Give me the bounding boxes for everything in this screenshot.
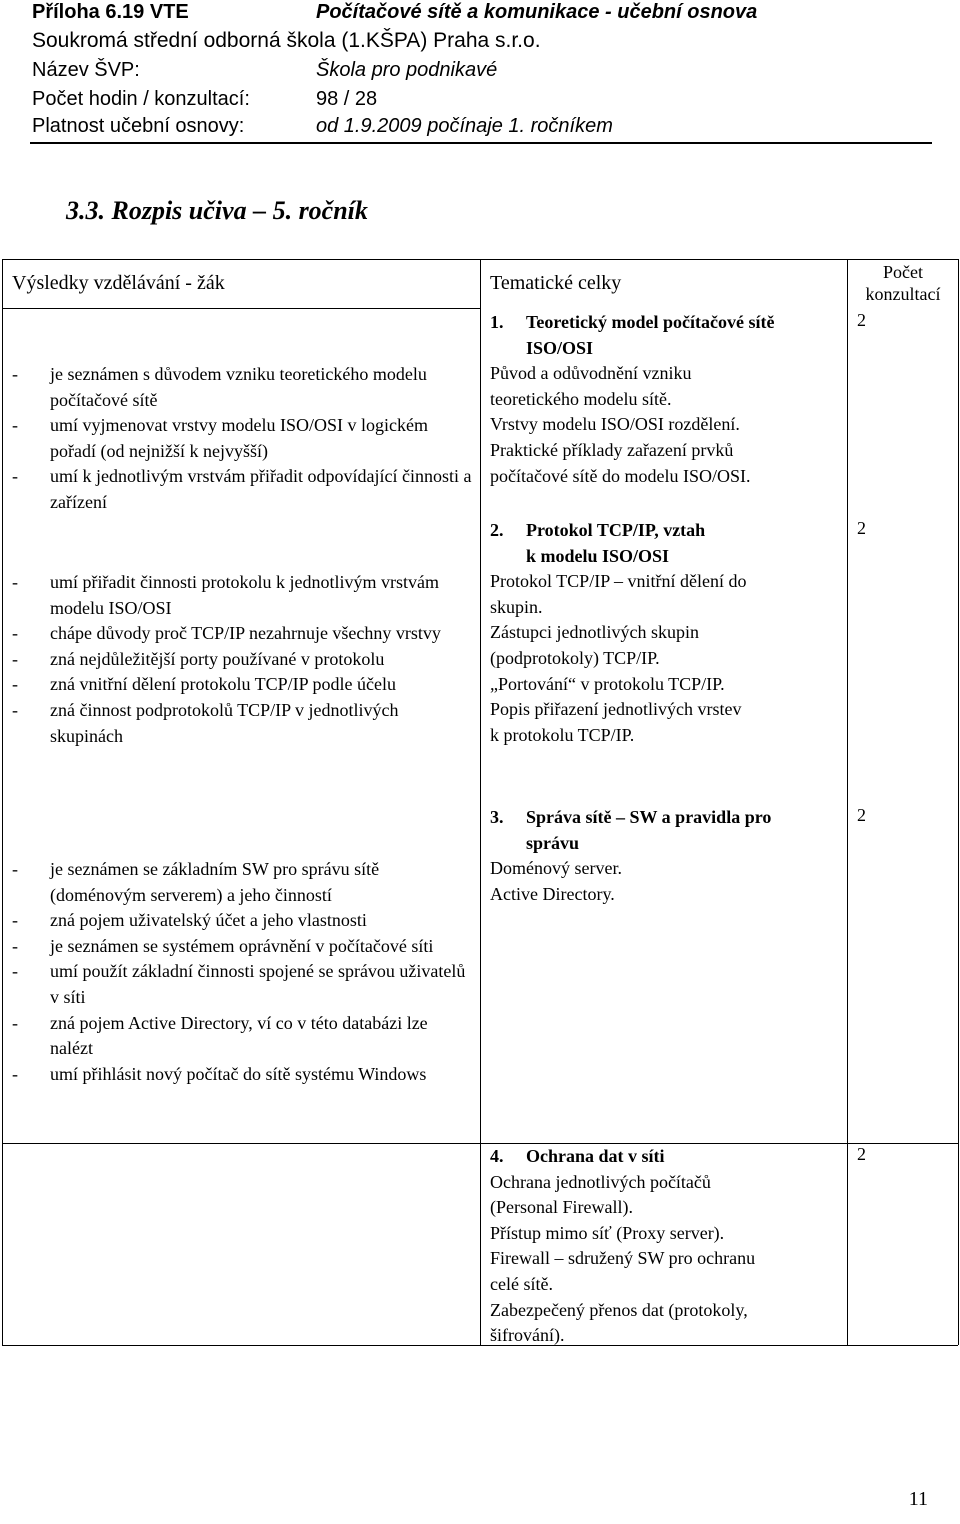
topic-line: Vrstvy modelu ISO/OSI rozdělení. [490,414,740,435]
page-number: 11 [908,1488,928,1510]
column-header-count-line2: konzultací [865,284,941,304]
svp-value: Škola pro podnikavé [316,59,498,81]
topic-title-2 [490,518,846,569]
list-item: - je seznámen s důvodem vzniku teoretického modelu počítačové sítě [10,362,472,413]
topic-number: 2. [490,520,504,540]
topic-number: 1. [490,312,504,332]
topic-title-line2: ISO/OSI [526,337,594,358]
topic-line: Původ a odůvodnění vzniku [490,363,692,384]
topic-number: 3. [490,807,504,827]
column-header-topics: Tematické celky [490,272,622,294]
topic-title-line2: k modelu ISO/OSI [526,545,670,566]
list-item: - je seznámen se systémem oprávnění v počítačové síti [10,934,472,960]
count-cell-4: 2 [857,1144,866,1164]
table-divider-col1 [480,259,481,1345]
count-cell-3: 2 [857,805,866,825]
list-item: - umí vyjmenovat vrstvy modelu ISO/OSI v logickém pořadí (od nejnižší k nejvyšší) [10,413,472,464]
topic-cell-3 [490,805,846,907]
topic-cell-1 [490,310,846,489]
count-cell-2: 2 [857,518,866,538]
list-item: - umí k jednotlivým vrstvám přiřadit odpovídající činnosti a zařízení [10,464,472,515]
topic-title-line2: správu [526,832,580,853]
results-cell-3 [10,857,472,1087]
topic-title-line1: Teoretický model počítačové sítě [526,312,775,332]
list-item: - umí použít základní činnosti spojené se správou uživatelů v síti [10,959,472,1010]
topic-line: Praktické příklady zařazení prvků [490,439,734,460]
topic-line: teoretického modelu sítě. [490,388,672,409]
topic-body-3 [490,856,846,907]
table-border-left [2,259,3,1345]
topic-line: (Personal Firewall). [490,1197,633,1218]
topic-title-line1: Správa sítě – SW a pravidla pro [526,807,772,827]
table-border-right [958,259,959,1345]
validity-value: od 1.9.2009 počínaje 1. ročníkem [316,115,613,137]
topic-line: k protokolu TCP/IP. [490,724,635,745]
table-border-top [2,259,958,260]
topic-line: celé sítě. [490,1273,553,1294]
topic-title-line1: Protokol TCP/IP, vztah [526,520,706,540]
list-item: - zná vnitřní dělení protokolu TCP/IP podle účelu [10,672,472,698]
topic-body-2 [490,569,846,748]
hours-label: Počet hodin / konzultací: [32,88,250,110]
hours-value: 98 / 28 [316,88,378,110]
list-item: - chápe důvody proč TCP/IP nezahrnuje všechny vrstvy [10,621,472,647]
topic-title-1 [490,310,846,361]
validity-label: Platnost učební osnovy: [32,115,245,137]
results-cell-1 [10,362,472,516]
list-item: - umí přihlásit nový počítač do sítě systému Windows [10,1062,472,1088]
topic-line: šifrování). [490,1325,565,1346]
topic-line: Popis přiřazení jednotlivých vrstev [490,699,742,720]
column-header-count [848,261,958,305]
topic-body-4 [490,1170,846,1349]
attachment-label: Příloha 6.19 VTE [32,1,189,23]
list-item: - umí přiřadit činnosti protokolu k jednotlivým vrstvám modelu ISO/OSI [10,570,472,621]
school-name: Soukromá střední odborná škola (1.KŠPA) Praha s.r.o. [32,29,541,52]
table-divider-col2 [847,259,848,1345]
topic-cell-2 [490,518,846,748]
topic-line: Ochrana jednotlivých počítačů [490,1171,711,1192]
topic-title-3 [490,805,846,856]
topic-line: Protokol TCP/IP – vnitřní dělení do [490,571,747,592]
list-item: - zná nejdůležitější porty používané v protokolu [10,647,472,673]
column-header-count-line1: Počet [883,262,923,282]
column-header-results: Výsledky vzdělávání - žák [12,272,225,294]
table-header-underline [2,308,480,309]
topic-number: 4. [490,1146,504,1166]
list-item: - zná pojem Active Directory, ví co v této databázi lze nalézt [10,1011,472,1062]
svp-label: Název ŠVP: [32,59,140,81]
list-item: - zná činnost podprotokolů TCP/IP v jednotlivých skupinách [10,698,472,749]
topic-line: Active Directory. [490,883,615,904]
subject-title: Počítačové sítě a komunikace - učební osnova [316,1,758,23]
topic-title-4 [490,1144,846,1170]
topic-line: (podprotokoly) TCP/IP. [490,647,660,668]
topic-line: „Portování“ v protokolu TCP/IP. [490,673,725,694]
topic-title-line1: Ochrana dat v síti [526,1146,665,1166]
count-cell-1: 2 [857,310,866,330]
topic-line: Přístup mimo síť (Proxy server). [490,1222,725,1243]
topic-line: Zabezpečený přenos dat (protokoly, [490,1299,748,1320]
topic-line: skupin. [490,596,543,617]
topic-cell-4 [490,1144,846,1349]
topic-line: Zástupci jednotlivých skupin [490,622,699,643]
results-cell-2 [10,570,472,749]
section-title: 3.3. Rozpis učiva – 5. ročník [66,196,368,225]
list-item: - je seznámen se základním SW pro správu sítě (doménovým serverem) a jeho činností [10,857,472,908]
topic-body-1 [490,361,846,489]
topic-line: počítačové sítě do modelu ISO/OSI. [490,465,751,486]
list-item: - zná pojem uživatelský účet a jeho vlastnosti [10,908,472,934]
topic-line: Doménový server. [490,858,622,879]
topic-line: Firewall – sdružený SW pro ochranu [490,1248,756,1269]
